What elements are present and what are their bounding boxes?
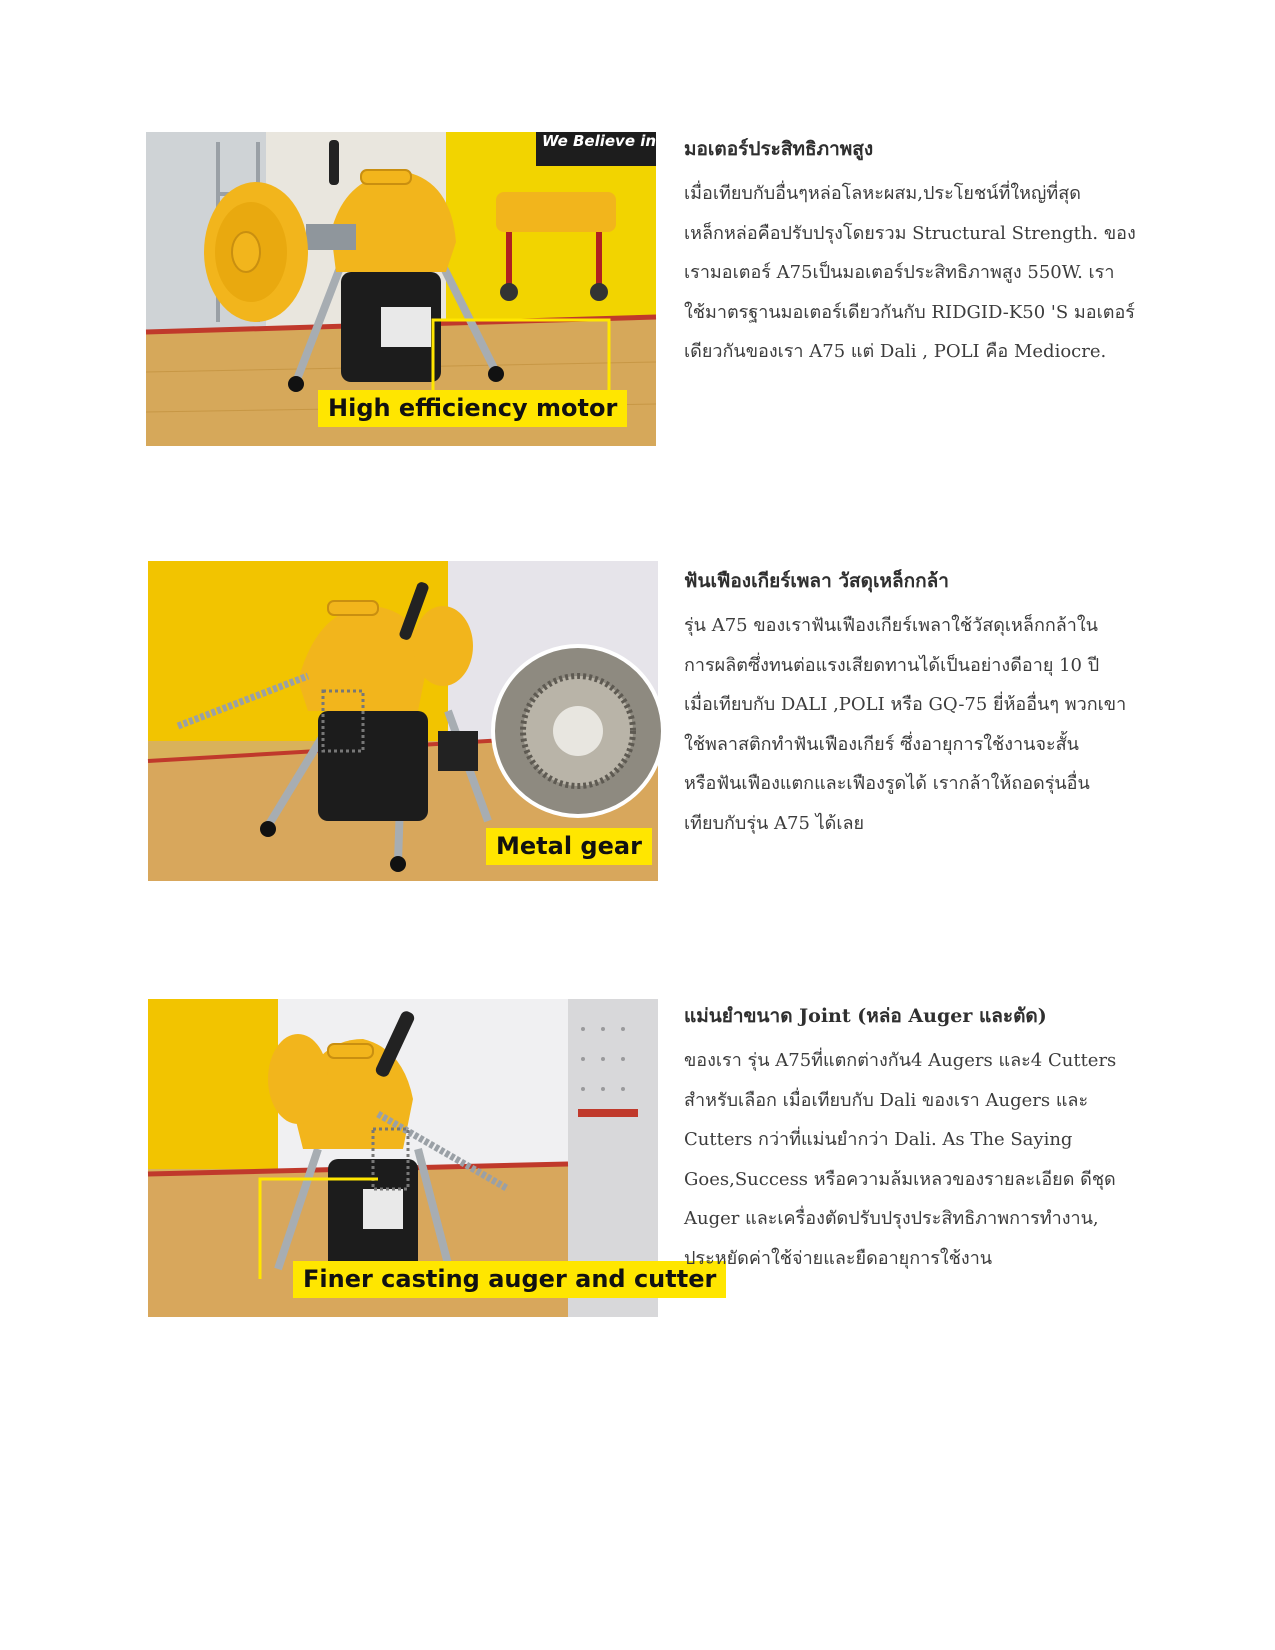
auger-photo: [148, 999, 717, 1317]
paragraph-line: หรือฟันเฟืองแตกและเฟืองรูดได้ เรากล้าให้ถอดรุ่นอื่น: [684, 773, 1090, 794]
feature-heading: ฟันเฟืองเกียร์เพลา วัสดุเหล็กกล้า: [684, 570, 949, 592]
photo-caption: Finer casting auger and cutter: [293, 1261, 726, 1298]
paragraph-line: ของเรา รุ่น A75ที่แตกต่างกัน4 Augers และ4 Cutters: [684, 1050, 1117, 1071]
paragraph-line: เมื่อเทียบกับ DALI ,POLI หรือ GQ-75 ยี่ห้ออื่นๆ พวกเขา: [684, 694, 1127, 715]
paragraph-line: เหล็กหล่อคือปรับปรุงโดยรวม Structural Strength. ของ: [684, 222, 1136, 244]
paragraph-line: ใช้พลาสติกทำฟันเฟืองเกียร์ ซึ่งอายุการใช้งานจะสั้น: [684, 733, 1079, 755]
paragraph-line: เทียบกับรุ่น A75 ได้เลย: [684, 812, 865, 834]
wall-sign-text: We Believe in: [542, 132, 657, 150]
feature-heading: แม่นยำขนาด Joint (หล่อ Auger และตัด): [684, 1005, 1047, 1027]
paragraph-line: Auger และเครื่องตัดปรับปรุงประสิทธิภาพการทำงาน,: [684, 1208, 1099, 1229]
paragraph-line: Goes,Success หรือความล้มเหลวของรายละเอียด ดีชุด: [684, 1168, 1116, 1190]
paragraph-line: เมื่อเทียบกับอื่นๆหล่อโลหะผสม,ประโยชน์ที่ใหญ่ที่สุด: [684, 183, 1081, 204]
feature-text-motor: [684, 136, 1144, 372]
paragraph-line: รุ่น A75 ของเราฟันเฟืองเกียร์เพลาใช้วัสดุเหล็กกล้าใน: [684, 615, 1098, 636]
paragraph-line: ประหยัดค่าใช้จ่ายและยืดอายุการใช้งาน: [684, 1247, 993, 1269]
feature-text-auger: [684, 1003, 1144, 1278]
feature-heading: มอเตอร์ประสิทธิภาพสูง: [684, 138, 874, 160]
paragraph-line: ใช้มาตรฐานมอเตอร์เดียวกันกับ RIDGID-K50 'S มอเตอร์: [684, 301, 1135, 323]
photo-caption: Metal gear: [486, 828, 652, 865]
motor-photo: [146, 132, 656, 446]
photo-caption: High efficiency motor: [318, 390, 627, 427]
paragraph-line: เรามอเตอร์ A75เป็นมอเตอร์ประสิทธิภาพสูง 550W. เรา: [684, 262, 1115, 283]
gear-photo: [148, 561, 658, 881]
paragraph-line: เดียวกันของเรา A75 แต่ Dali , POLI คือ Mediocre.: [684, 341, 1107, 362]
paragraph-line: การผลิตซึ่งทนต่อแรงเสียดทานได้เป็นอย่างดีอายุ 10 ปี: [684, 654, 1100, 676]
paragraph-line: Cutters กว่าที่แม่นยำกว่า Dali. As The Saying: [684, 1129, 1073, 1150]
feature-text-gear: [684, 568, 1144, 843]
paragraph-line: สำหรับเลือก เมื่อเทียบกับ Dali ของเรา Augers และ: [684, 1089, 1089, 1111]
